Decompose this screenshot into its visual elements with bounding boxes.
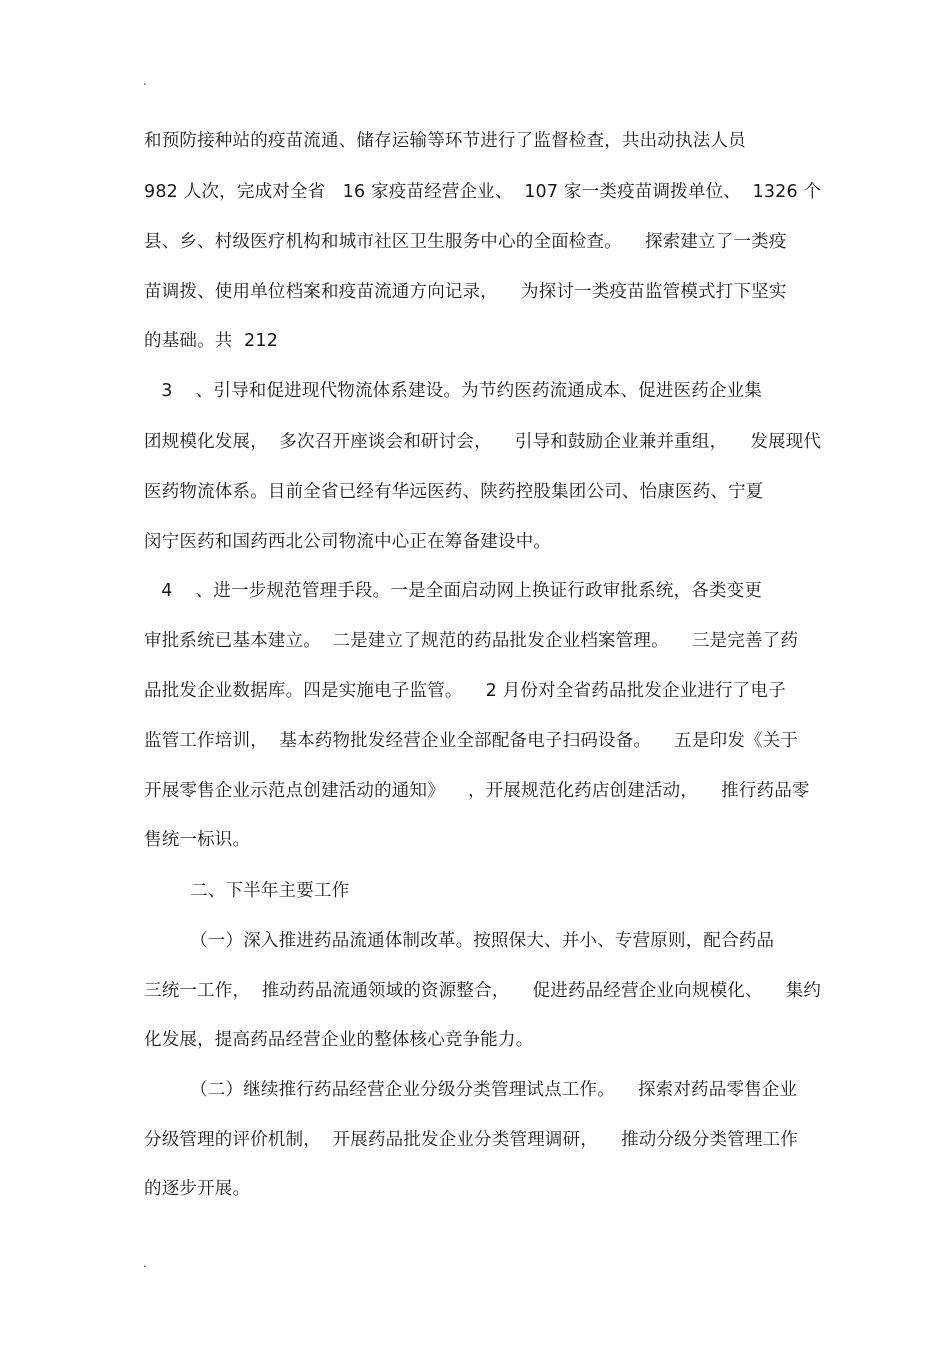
text-line-18: 三统一工作， 推动药品流通领域的资源整合， 促进药品经营企业向规模化、 集约	[144, 981, 822, 1001]
text-line-10: 4 、进一步规范管理手段。一是全面启动网上换证行政审批系统，各类变更	[144, 581, 763, 601]
text-line-2: 982 人次，完成对全省 16 家疫苗经营企业、 107 家一类疫苗调拨单位、 1326 个	[144, 182, 822, 202]
header-mark: .	[143, 74, 147, 88]
text-line-20: （二）继续推行药品经营企业分级分类管理试点工作。 探索对药品零售企业	[144, 1080, 798, 1100]
text-line-22: 的逐步开展。	[144, 1179, 251, 1199]
text-line-11: 审批系统已基本建立。 二是建立了规范的药品批发企业档案管理。 三是完善了药	[144, 631, 799, 651]
text-line-15: 售统一标识。	[144, 830, 251, 850]
text-line-4: 苗调拨、使用单位档案和疫苗流通方向记录， 为探讨一类疫苗监管模式打下坚实	[144, 282, 787, 302]
text-line-7: 团规模化发展， 多次召开座谈会和研讨会， 引导和鼓励企业兼并重组， 发展现代	[144, 432, 822, 452]
text-line-8: 医药物流体系。目前全省已经有华远医药、陕药控股集团公司、怡康医药、宁夏	[144, 482, 764, 502]
footer-mark: .	[143, 1256, 147, 1270]
text-line-14: 开展零售企业示范点创建活动的通知》 ，开展规范化药店创建活动， 推行药品零	[144, 781, 810, 801]
text-line-9: 闵宁医药和国药西北公司物流中心正在筹备建设中。	[144, 532, 552, 552]
text-line-3: 县、乡、村级医疗机构和城市社区卫生服务中心的全面检查。 探索建立了一类疫	[144, 232, 787, 252]
section-heading: 二、下半年主要工作	[144, 881, 350, 901]
text-line-19: 化发展，提高药品经营企业的整体核心竞争能力。	[144, 1030, 534, 1050]
text-line-13: 监管工作培训， 基本药物批发经营企业全部配备电子扫码设备。 五是印发《关于	[144, 731, 799, 751]
text-line-17: （一）深入推进药品流通体制改革。按照保大、并小、专营原则，配合药品	[144, 931, 775, 951]
text-line-5: 的基础。共 212	[144, 331, 279, 351]
text-line-21: 分级管理的评价机制， 开展药品批发企业分类管理调研， 推动分级分类管理工作	[144, 1130, 799, 1150]
text-line-6: 3 、引导和促进现代物流体系建设。为节约医药流通成本、促进医药企业集	[144, 381, 763, 401]
text-line-12: 品批发企业数据库。四是实施电子监管。 2 月份对全省药品批发企业进行了电子	[144, 681, 786, 701]
text-line-1: 和预防接种站的疫苗流通、储存运输等环节进行了监督检查，共出动执法人员	[144, 131, 746, 151]
